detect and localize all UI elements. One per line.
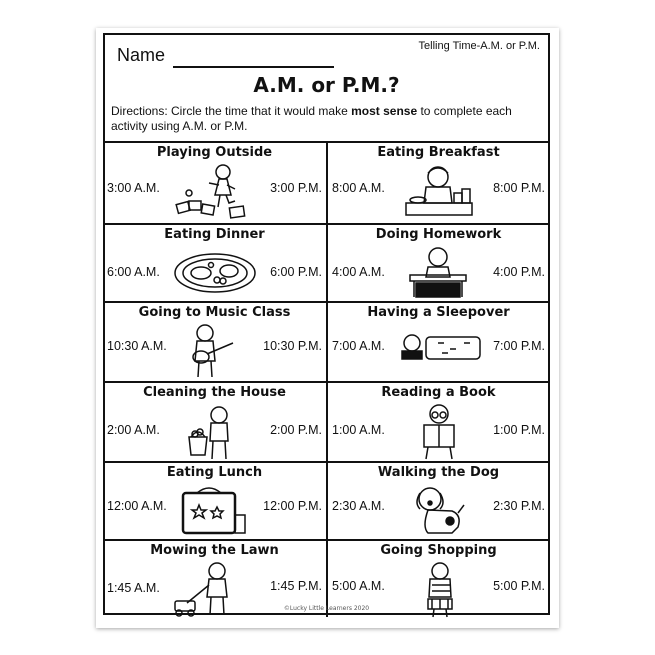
pm-time-option[interactable]: 1:00 P.M. [493, 423, 545, 437]
pm-time-option[interactable]: 12:00 P.M. [263, 499, 322, 513]
activity-title: Eating Breakfast [377, 145, 500, 160]
pm-time-option[interactable]: 7:00 P.M. [493, 339, 545, 353]
activity-cell [326, 223, 549, 301]
am-time-option[interactable]: 10:30 A.M. [107, 339, 167, 353]
am-time-option[interactable]: 12:00 A.M. [107, 499, 167, 513]
boy-with-bucket-icon [185, 405, 241, 461]
activity-title: Doing Homework [375, 227, 502, 242]
activity-title: Eating Lunch [166, 465, 263, 480]
activity-cell [326, 381, 549, 461]
pm-time-option[interactable]: 5:00 P.M. [493, 579, 545, 593]
boy-reading-book-icon [414, 403, 464, 461]
sleeping-bag-icon [398, 329, 484, 363]
name-write-line[interactable] [173, 66, 334, 68]
am-time-option[interactable]: 1:45 A.M. [107, 581, 160, 595]
pm-time-option[interactable]: 10:30 P.M. [263, 339, 322, 353]
dinner-plate-icon [173, 249, 257, 295]
activity-title: Having a Sleepover [367, 305, 510, 320]
am-time-option[interactable]: 4:00 A.M. [332, 265, 385, 279]
activity-title: Reading a Book [381, 385, 496, 400]
am-time-option[interactable]: 2:00 A.M. [107, 423, 160, 437]
page-title: A.M. or P.M.? [253, 73, 400, 97]
am-time-option[interactable]: 6:00 A.M. [107, 265, 160, 279]
girl-playing-hopscotch-icon [175, 163, 255, 219]
activity-title: Going to Music Class [138, 305, 291, 320]
am-time-option[interactable]: 7:00 A.M. [332, 339, 385, 353]
topic-label: Telling Time-A.M. or P.M. [418, 40, 540, 52]
activity-title: Walking the Dog [377, 465, 500, 480]
activity-cell [103, 301, 326, 381]
activity-title: Going Shopping [380, 543, 497, 558]
copyright-text: ©Lucky Little Learners 2020 [283, 605, 370, 612]
activity-title: Mowing the Lawn [150, 543, 279, 558]
activity-grid [103, 141, 550, 617]
am-time-option[interactable]: 5:00 A.M. [332, 579, 385, 593]
boy-at-desk-icon [406, 245, 470, 299]
pm-time-option[interactable]: 3:00 P.M. [270, 181, 322, 195]
activity-title: Playing Outside [156, 145, 273, 160]
activity-cell [103, 223, 326, 301]
boy-with-guitar-icon [185, 323, 237, 381]
activity-cell [326, 143, 549, 223]
activity-cell [103, 381, 326, 461]
pm-time-option[interactable]: 2:00 P.M. [270, 423, 322, 437]
pm-time-option[interactable]: 4:00 P.M. [493, 265, 545, 279]
pm-time-option[interactable]: 6:00 P.M. [270, 265, 322, 279]
am-time-option[interactable]: 8:00 A.M. [332, 181, 385, 195]
pm-time-option[interactable]: 1:45 P.M. [270, 579, 322, 593]
name-label: Name [117, 45, 166, 65]
pm-time-option[interactable]: 8:00 P.M. [493, 181, 545, 195]
activity-cell [326, 461, 549, 539]
worksheet-frame [103, 33, 550, 615]
directions: Directions: Circle the time that it would make most sense to complete each activity using A.M. or P.M. [111, 104, 512, 133]
activity-cell [103, 143, 326, 223]
dog-icon [412, 483, 466, 539]
pm-time-option[interactable]: 2:30 P.M. [493, 499, 545, 513]
am-time-option[interactable]: 3:00 A.M. [107, 181, 160, 195]
girl-eating-breakfast-icon [404, 163, 474, 219]
lunchbox-icon [179, 483, 247, 537]
activity-cell [326, 301, 549, 381]
activity-cell [103, 461, 326, 539]
am-time-option[interactable]: 1:00 A.M. [332, 423, 385, 437]
am-time-option[interactable]: 2:30 A.M. [332, 499, 385, 513]
activity-title: Eating Dinner [164, 227, 265, 242]
activity-title: Cleaning the House [143, 385, 286, 400]
